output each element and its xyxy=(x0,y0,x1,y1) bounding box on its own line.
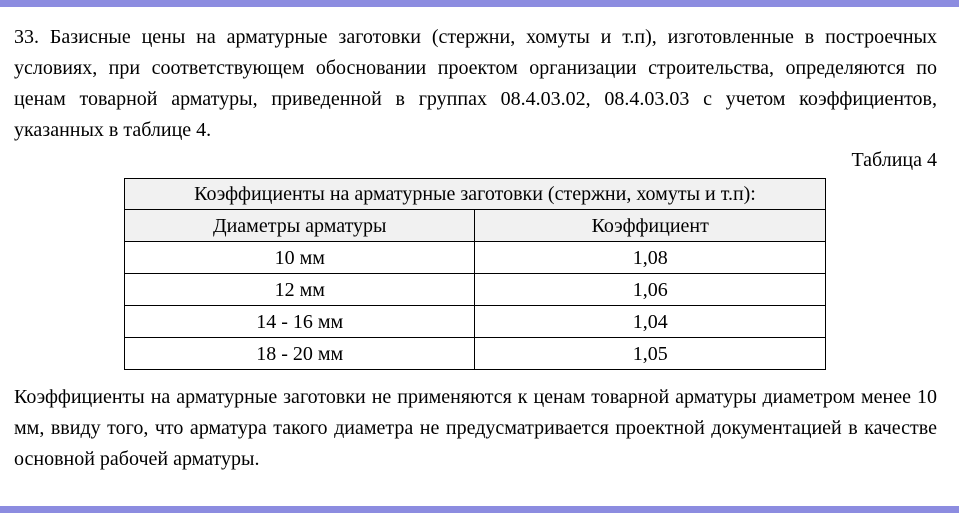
top-border-bar xyxy=(0,0,959,7)
intro-paragraph: 33. Базисные цены на арматурные заготовки (стержни, хомуты и т.п), изготовленные в построечных условиях, при соответствующем обосновании проектом организации строительства, определяются по ценам товарной арматуры, приведенной в группах 08.4.03.02, 08.4.03.03 с учетом коэффициентов, указанных в таблице 4. xyxy=(14,26,937,141)
coefficient-cell: 1,05 xyxy=(475,338,826,370)
column-header-coefficient: Коэффициент xyxy=(475,210,826,242)
table-row xyxy=(125,242,826,274)
coefficients-table xyxy=(124,178,826,370)
diameter-cell: 18 - 20 мм xyxy=(125,338,475,370)
coefficient-cell: 1,04 xyxy=(475,306,826,338)
table-title-row xyxy=(125,179,826,210)
table-header-row xyxy=(125,210,826,242)
table-title: Коэффициенты на арматурные заготовки (стержни, хомуты и т.п): xyxy=(125,179,826,210)
coefficient-cell: 1,06 xyxy=(475,274,826,306)
closing-paragraph: Коэффициенты на арматурные заготовки не применяются к ценам товарной арматуры диаметром менее 10 мм, ввиду того, что арматура такого диаметра не предусматривается проектной документацией в качестве основной рабочей арматуры. xyxy=(14,386,937,470)
table-row xyxy=(125,306,826,338)
table-row xyxy=(125,338,826,370)
table-row xyxy=(125,274,826,306)
diameter-cell: 14 - 16 мм xyxy=(125,306,475,338)
column-header-diameter: Диаметры арматуры xyxy=(125,210,475,242)
diameter-cell: 10 мм xyxy=(125,242,475,274)
diameter-cell: 12 мм xyxy=(125,274,475,306)
bottom-border-bar xyxy=(0,506,959,513)
table-label: Таблица 4 xyxy=(851,149,937,171)
coefficient-cell: 1,08 xyxy=(475,242,826,274)
